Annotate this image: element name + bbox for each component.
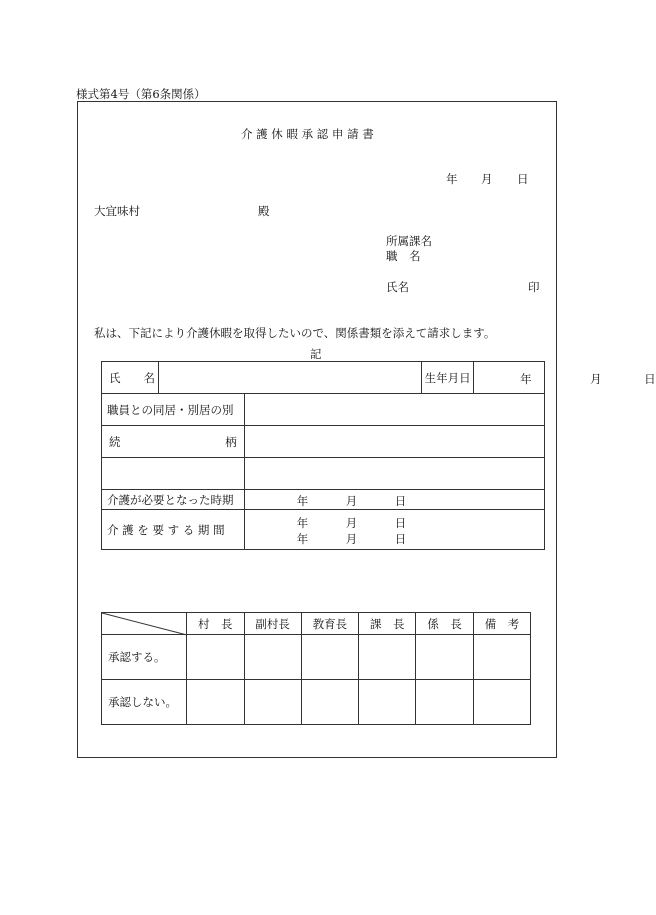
diagonal-cell [102,613,187,635]
needed-day: 日 [394,493,407,508]
needed-time-label: 介護が必要となった時期 [102,490,245,510]
period-end-year: 年 [296,531,309,546]
date-month: 月 [481,172,493,186]
ki-mark: 記 [310,347,322,361]
birth-month: 月 [590,371,602,386]
name-label: 氏 名 [102,362,159,394]
period-field[interactable] [244,510,544,550]
period-start-day: 日 [394,515,407,530]
relation-field[interactable] [244,426,544,458]
needed-month: 月 [345,493,358,508]
birth-year: 年 [520,371,532,386]
period-start-year: 年 [296,515,309,530]
disapprove-village-mayor-cell[interactable] [186,680,244,725]
needed-time-field[interactable] [244,490,544,510]
period-end-month: 月 [345,531,358,546]
relation-label [102,426,245,458]
period-end-day: 日 [394,531,407,546]
seal-mark: 印 [528,280,540,294]
header-remarks: 備 考 [474,613,531,635]
statement-text: 私は、下記により介護休暇を取得したいので、関係書類を添えて請求します。 [94,326,496,340]
disapprove-superintendent-cell[interactable] [301,680,359,725]
blank-label[interactable] [102,458,245,490]
approve-superintendent-cell[interactable] [301,635,359,680]
birthdate-label: 生年月日 [422,362,474,394]
disapprove-remarks-cell[interactable] [474,680,531,725]
addressee-honorific: 殿 [258,204,270,218]
approve-label: 承認する。 [102,635,187,680]
applicant-position-label: 職 名 [386,249,421,263]
document-title: 介 護 休 暇 承 認 申 請 書 [241,127,374,141]
addressee-name: 大宜味村 [94,204,140,218]
header-subsection-chief: 係 長 [416,613,474,635]
details-table [101,361,656,550]
date-day: 日 [517,172,529,186]
cohabit-label: 職員との同居・別居の別 [102,394,245,426]
disapprove-deputy-mayor-cell[interactable] [244,680,301,725]
applicant-department-label: 所属課名 [386,234,432,248]
approve-section-chief-cell[interactable] [359,635,416,680]
approval-table [101,612,531,725]
blank-field[interactable] [244,458,544,490]
approve-remarks-cell[interactable] [474,635,531,680]
birthdate-field[interactable] [474,362,656,394]
cohabit-field[interactable] [244,394,544,426]
name-field[interactable] [158,362,421,394]
birth-day: 日 [644,371,656,386]
form-number: 様式第4号（第6条関係） [76,87,206,101]
approve-deputy-mayor-cell[interactable] [244,635,301,680]
header-superintendent: 教育長 [301,613,359,635]
date-year: 年 [446,172,458,186]
diagonal-line-icon [102,613,187,635]
disapprove-label: 承認しない。 [102,680,187,725]
needed-year: 年 [296,493,309,508]
header-section-chief: 課 長 [359,613,416,635]
disapprove-section-chief-cell[interactable] [359,680,416,725]
header-deputy-mayor: 副村長 [244,613,301,635]
disapprove-subsection-chief-cell[interactable] [416,680,474,725]
relation-label-2: 柄 [225,434,237,449]
relation-label-1: 続 [109,434,121,449]
period-label: 介 護 を 要 す る 期 間 [102,510,245,550]
approve-subsection-chief-cell[interactable] [416,635,474,680]
period-start-month: 月 [345,515,358,530]
header-village-mayor: 村 長 [186,613,244,635]
applicant-name-label: 氏名 [386,280,409,294]
approve-village-mayor-cell[interactable] [186,635,244,680]
